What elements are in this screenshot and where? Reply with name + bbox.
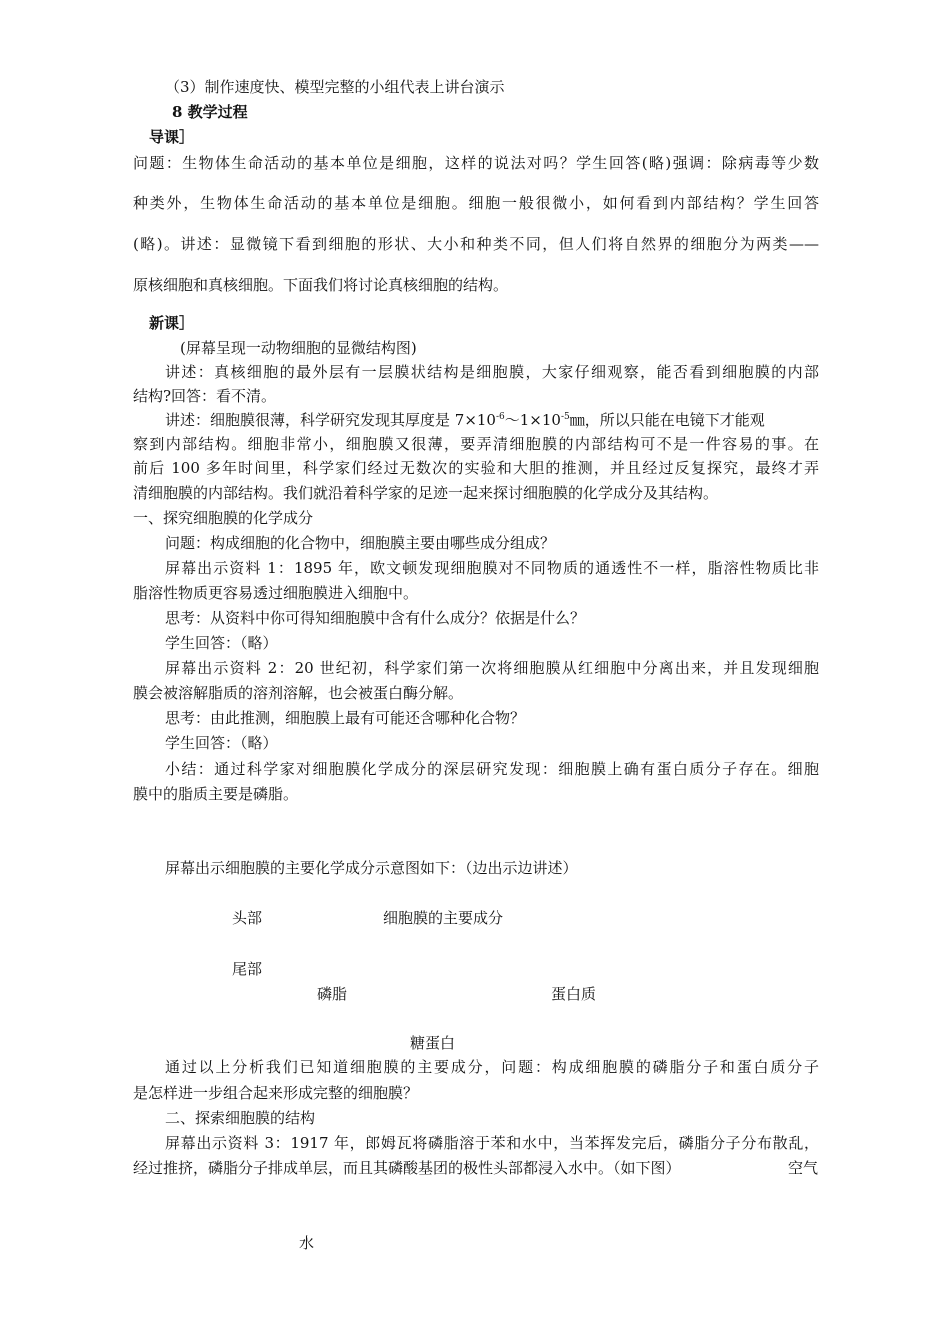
material1-line: 脂溶性物质更容易透过细胞膜进入细胞中。 <box>133 584 419 602</box>
diagram-label-tail: 尾部 <box>232 960 263 978</box>
diagram-label-water: 水 <box>299 1234 315 1252</box>
screen-note: (屏幕呈现一动物细胞的显微结构图) <box>180 339 417 357</box>
diagram-intro: 屏幕出示细胞膜的主要化学成分示意图如下：（边出示边讲述） <box>165 859 578 877</box>
summary-line: 膜中的脂质主要是磷脂。 <box>133 785 299 803</box>
step-3-text: （3）制作速度快、模型完整的小组代表上讲台演示 <box>165 78 505 96</box>
diagram-label-air: 空气 <box>788 1159 819 1177</box>
answer2: 学生回答：（略） <box>165 734 278 752</box>
newlesson-p1-line: 结构?回答：看不清。 <box>133 387 277 405</box>
material1-line: 屏幕出示资料 1：1895 年，欧文顿发现细胞膜对不同物质的通透性不一样，脂溶性物质比非 <box>165 559 819 577</box>
diagram-label-head: 头部 <box>232 909 263 927</box>
thickness-text-a: 讲述：细胞膜很薄，科学研究发现其厚度是 7×10 <box>165 411 496 429</box>
exponent-1: -6 <box>495 412 505 422</box>
material3-line: 屏幕出示资料 3：1917 年，郎姆瓦将磷脂溶于苯和水中，当苯挥发完后，磷脂分子分布散乱， <box>165 1134 819 1152</box>
newlesson-p2-line: 察到内部结构。细胞非常小，细胞膜又很薄，要弄清细胞膜的内部结构可不是一件容易的事。在 <box>133 435 819 453</box>
summary-line: 小结：通过科学家对细胞膜化学成分的深层研究发现：细胞膜上确有蛋白质分子存在。细胞 <box>165 760 819 778</box>
part1-question: 问题：构成细胞的化合物中，细胞膜主要由哪些成分组成？ <box>165 534 556 552</box>
newlesson-p2-first-line <box>165 410 819 430</box>
thickness-text-c: ㎜，所以只能在电镜下才能观 <box>569 411 765 429</box>
newlesson-p2-line: 清细胞膜的内部结构。我们就沿着科学家的足迹一起来探讨细胞膜的化学成分及其结构。 <box>133 484 719 502</box>
material2-line: 屏幕出示资料 2：20 世纪初，科学家们第一次将细胞膜从红细胞中分离出来，并且发现细胞 <box>165 659 819 677</box>
intro-heading: 导课］ <box>149 128 195 146</box>
material3-line: 经过推挤，磷脂分子排成单层，而且其磷酸基团的极性头部都浸入水中。（如下图） <box>133 1159 681 1177</box>
exponent-2: -5 <box>560 412 570 422</box>
answer1: 学生回答：（略） <box>165 634 278 652</box>
newlesson-p1-line: 讲述：真核细胞的最外层有一层膜状结构是细胞膜，大家仔细观察，能否看到细胞膜的内部 <box>165 363 819 381</box>
intro-line: (略)。讲述：显微镜下看到细胞的形状、大小和种类不同，但人们将自然界的细胞分为两类—— <box>133 235 819 253</box>
diagram-label-glycoprotein: 糖蛋白 <box>410 1034 456 1052</box>
part1-heading: 一、探究细胞膜的化学成分 <box>133 509 314 527</box>
diagram-label-phospholipid: 磷脂 <box>317 985 348 1003</box>
part2-heading: 二、探索细胞膜的结构 <box>165 1109 316 1127</box>
thickness-text-b: ～1×10 <box>504 411 561 429</box>
intro-line: 种类外，生物体生命活动的基本单位是细胞。细胞一般很微小，如何看到内部结构？学生回答 <box>133 194 819 212</box>
analysis-line: 通过以上分析我们已知道细胞膜的主要成分，问题：构成细胞膜的磷脂分子和蛋白质分子 <box>165 1058 819 1076</box>
intro-line: 问题：生物体生命活动的基本单位是细胞，这样的说法对吗？学生回答(略)强调：除病毒等少数 <box>133 154 819 172</box>
newlesson-p2-line: 前后 100 多年时间里，科学家们经过无数次的实验和大胆的推测，并且经过反复探究，最终才弄 <box>133 459 819 477</box>
think1: 思考：从资料中你可得知细胞膜中含有什么成分？依据是什么？ <box>165 609 586 627</box>
intro-line: 原核细胞和真核细胞。下面我们将讨论真核细胞的结构。 <box>133 276 509 294</box>
material2-line: 膜会被溶解脂质的溶剂溶解，也会被蛋白酶分解。 <box>133 684 464 702</box>
think2: 思考：由此推测，细胞膜上最有可能还含哪种化合物？ <box>165 709 526 727</box>
section-title: 8 教学过程 <box>172 103 248 121</box>
diagram-title: 细胞膜的主要成分 <box>383 909 504 927</box>
analysis-line: 是怎样进一步组合起来形成完整的细胞膜？ <box>133 1084 419 1102</box>
diagram-label-protein: 蛋白质 <box>551 985 597 1003</box>
newlesson-heading: 新课］ <box>149 314 195 332</box>
